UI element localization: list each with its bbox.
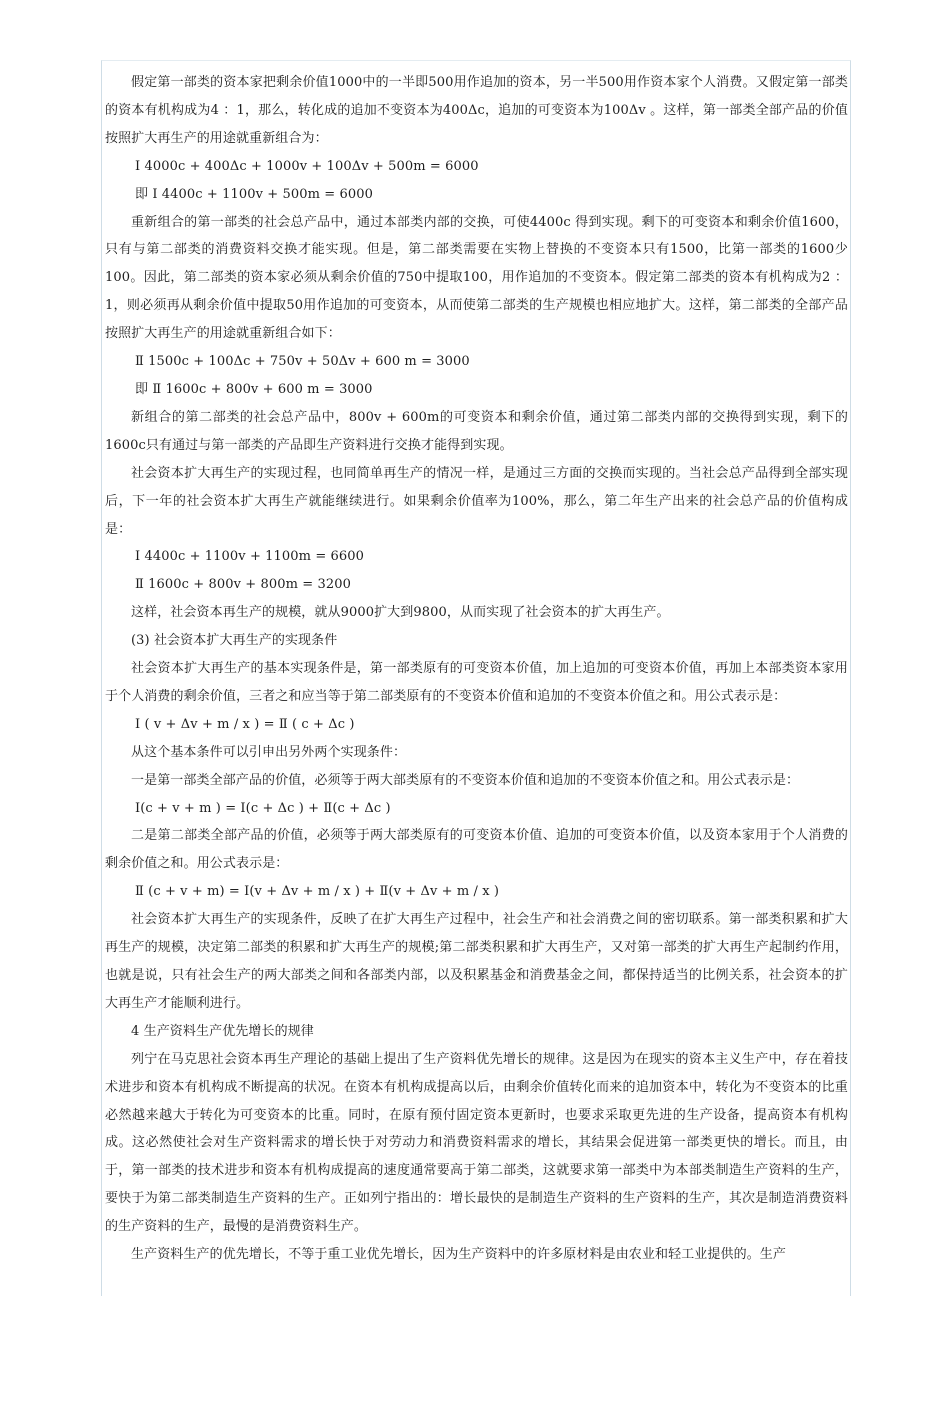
body-paragraph: 这样，社会资本再生产的规模，就从9000扩大到9800，从而实现了社会资本的扩大再生产。 <box>131 605 670 621</box>
formula-line: Ⅰ ( v + Δv + m / x ) = Ⅱ ( c + Δc ) <box>135 716 355 732</box>
body-paragraph: 重新组合的第一部类的社会总产品中，通过本部类内部的交换，可使4400c 得到实现。剩下的可变资本和剩余价值1600，只有与第二部类的消费资料交换才能实现。但是，第二部类需要在实物上替换的不变资本只有1500，比第一部类的1600少100。因此，第二部类的资本家必须从剩余价值的750中提取100，用作追加的不变资本。假定第二部类的资本有机构成为2 ：1，则必须再从剩余价值中提取50用作追加的可变资本，从而使第二部类的生产规模也相应地扩大。这样，第二部类的全部产品按照扩大再生产的用途就重新组合如下： <box>105 214 848 342</box>
document-body <box>102 61 850 1269</box>
formula-line: Ⅱ (c + v + m) = Ⅰ(v + Δv + m / x ) + Ⅱ(v + Δv + m / x ) <box>135 884 500 900</box>
formula-line: Ⅰ 4400c + 1100v + 1100m = 6600 <box>135 549 365 565</box>
formula-line: Ⅱ 1500c + 100Δc + 750v + 50Δv + 600 m = 3000 <box>135 354 470 370</box>
body-paragraph: 新组合的第二部类的社会总产品中，800v + 600m的可变资本和剩余价值，通过第二部类内部的交换得到实现，剩下的1600c只有通过与第一部类的产品即生产资料进行交换才能得到实现。 <box>105 409 848 453</box>
body-paragraph: 社会资本扩大再生产的实现过程，也同简单再生产的情况一样，是通过三方面的交换而实现的。当社会总产品得到全部实现后，下一年的社会资本扩大再生产就能继续进行。如果剩余价值率为100%，那么，第二年生产出来的社会总产品的价值构成是： <box>105 465 848 537</box>
body-paragraph: 一是第一部类全部产品的价值，必须等于两大部类原有的不变资本价值和追加的不变资本价值之和。用公式表示是： <box>131 772 800 788</box>
formula-line: Ⅰ 4000c + 400Δc + 1000v + 100Δv + 500m = 6000 <box>135 158 479 174</box>
body-paragraph: 假定第一部类的资本家把剩余价值1000中的一半即500用作追加的资本，另一半500用作资本家个人消费。又假定第一部类的资本有机构成为4 ：1，那么，转化成的追加不变资本为400Δc，追加的可变资本为100Δv 。这样，第一部类全部产品的价值按照扩大再生产的用途就重新组合为： <box>105 75 848 146</box>
formula-line: 即 Ⅱ 1600c + 800v + 600 m = 3000 <box>135 381 373 397</box>
body-paragraph: 4 生产资料生产优先增长的规律 <box>131 1023 314 1039</box>
body-paragraph: 从这个基本条件可以引申出另外两个实现条件： <box>131 744 407 760</box>
body-paragraph: 社会资本扩大再生产的实现条件，反映了在扩大再生产过程中，社会生产和社会消费之间的密切联系。第一部类积累和扩大再生产的规模，决定第二部类的积累和扩大再生产的规模;第二部类积累和扩大再生产，又对第一部类的扩大再生产起制约作用，也就是说，只有社会生产的两大部类之间和各部类内部，以及积累基金和消费基金之间，都保持适当的比例关系，社会资本的扩大再生产才能顺利进行。 <box>105 912 848 1011</box>
body-paragraph: (3) 社会资本扩大再生产的实现条件 <box>131 633 338 649</box>
document-frame <box>101 60 851 1296</box>
formula-line: 即 Ⅰ 4400c + 1100v + 500m = 6000 <box>135 186 373 202</box>
body-paragraph: 列宁在马克思社会资本再生产理论的基础上提出了生产资料优先增长的规律。这是因为在现实的资本主义生产中，存在着技术进步和资本有机构成不断提高的状况。在资本有机构成提高以后，由剩余价值转化而来的追加资本中，转化为不变资本的比重必然越来越大于转化为可变资本的比重。同时，在原有预付固定资本更新时，也要求采取更先进的生产设备，提高资本有机构成。这必然使社会对生产资料需求的增长快于对劳动力和消费资料需求的增长，其结果会促进第一部类更快的增长。而且，由于，第一部类的技术进步和资本有机构成提高的速度通常要高于第二部类，这就要求第一部类中为本部类制造生产资料的生产，要快于为第二部类制造生产资料的生产。正如列宁指出的：增长最快的是制造生产资料的生产资料的生产，其次是制造消费资料的生产资料的生产，最慢的是消费资料生产。 <box>105 1051 848 1235</box>
body-paragraph: 社会资本扩大再生产的基本实现条件是，第一部类原有的可变资本价值，加上追加的可变资本价值，再加上本部类资本家用于个人消费的剩余价值，三者之和应当等于第二部类原有的不变资本价值和追加的不变资本价值之和。用公式表示是： <box>105 661 848 704</box>
body-paragraph: 二是第二部类全部产品的价值，必须等于两大部类原有的可变资本价值、追加的可变资本价值，以及资本家用于个人消费的剩余价值之和。用公式表示是： <box>105 828 848 872</box>
body-paragraph: 生产资料生产的优先增长，不等于重工业优先增长，因为生产资料中的许多原材料是由农业和轻工业提供的。生产 <box>131 1247 787 1263</box>
formula-line: Ⅰ(c + v + m ) = Ⅰ(c + Δc ) + Ⅱ(c + Δc ) <box>135 800 391 816</box>
formula-line: Ⅱ 1600c + 800v + 800m = 3200 <box>135 577 351 593</box>
